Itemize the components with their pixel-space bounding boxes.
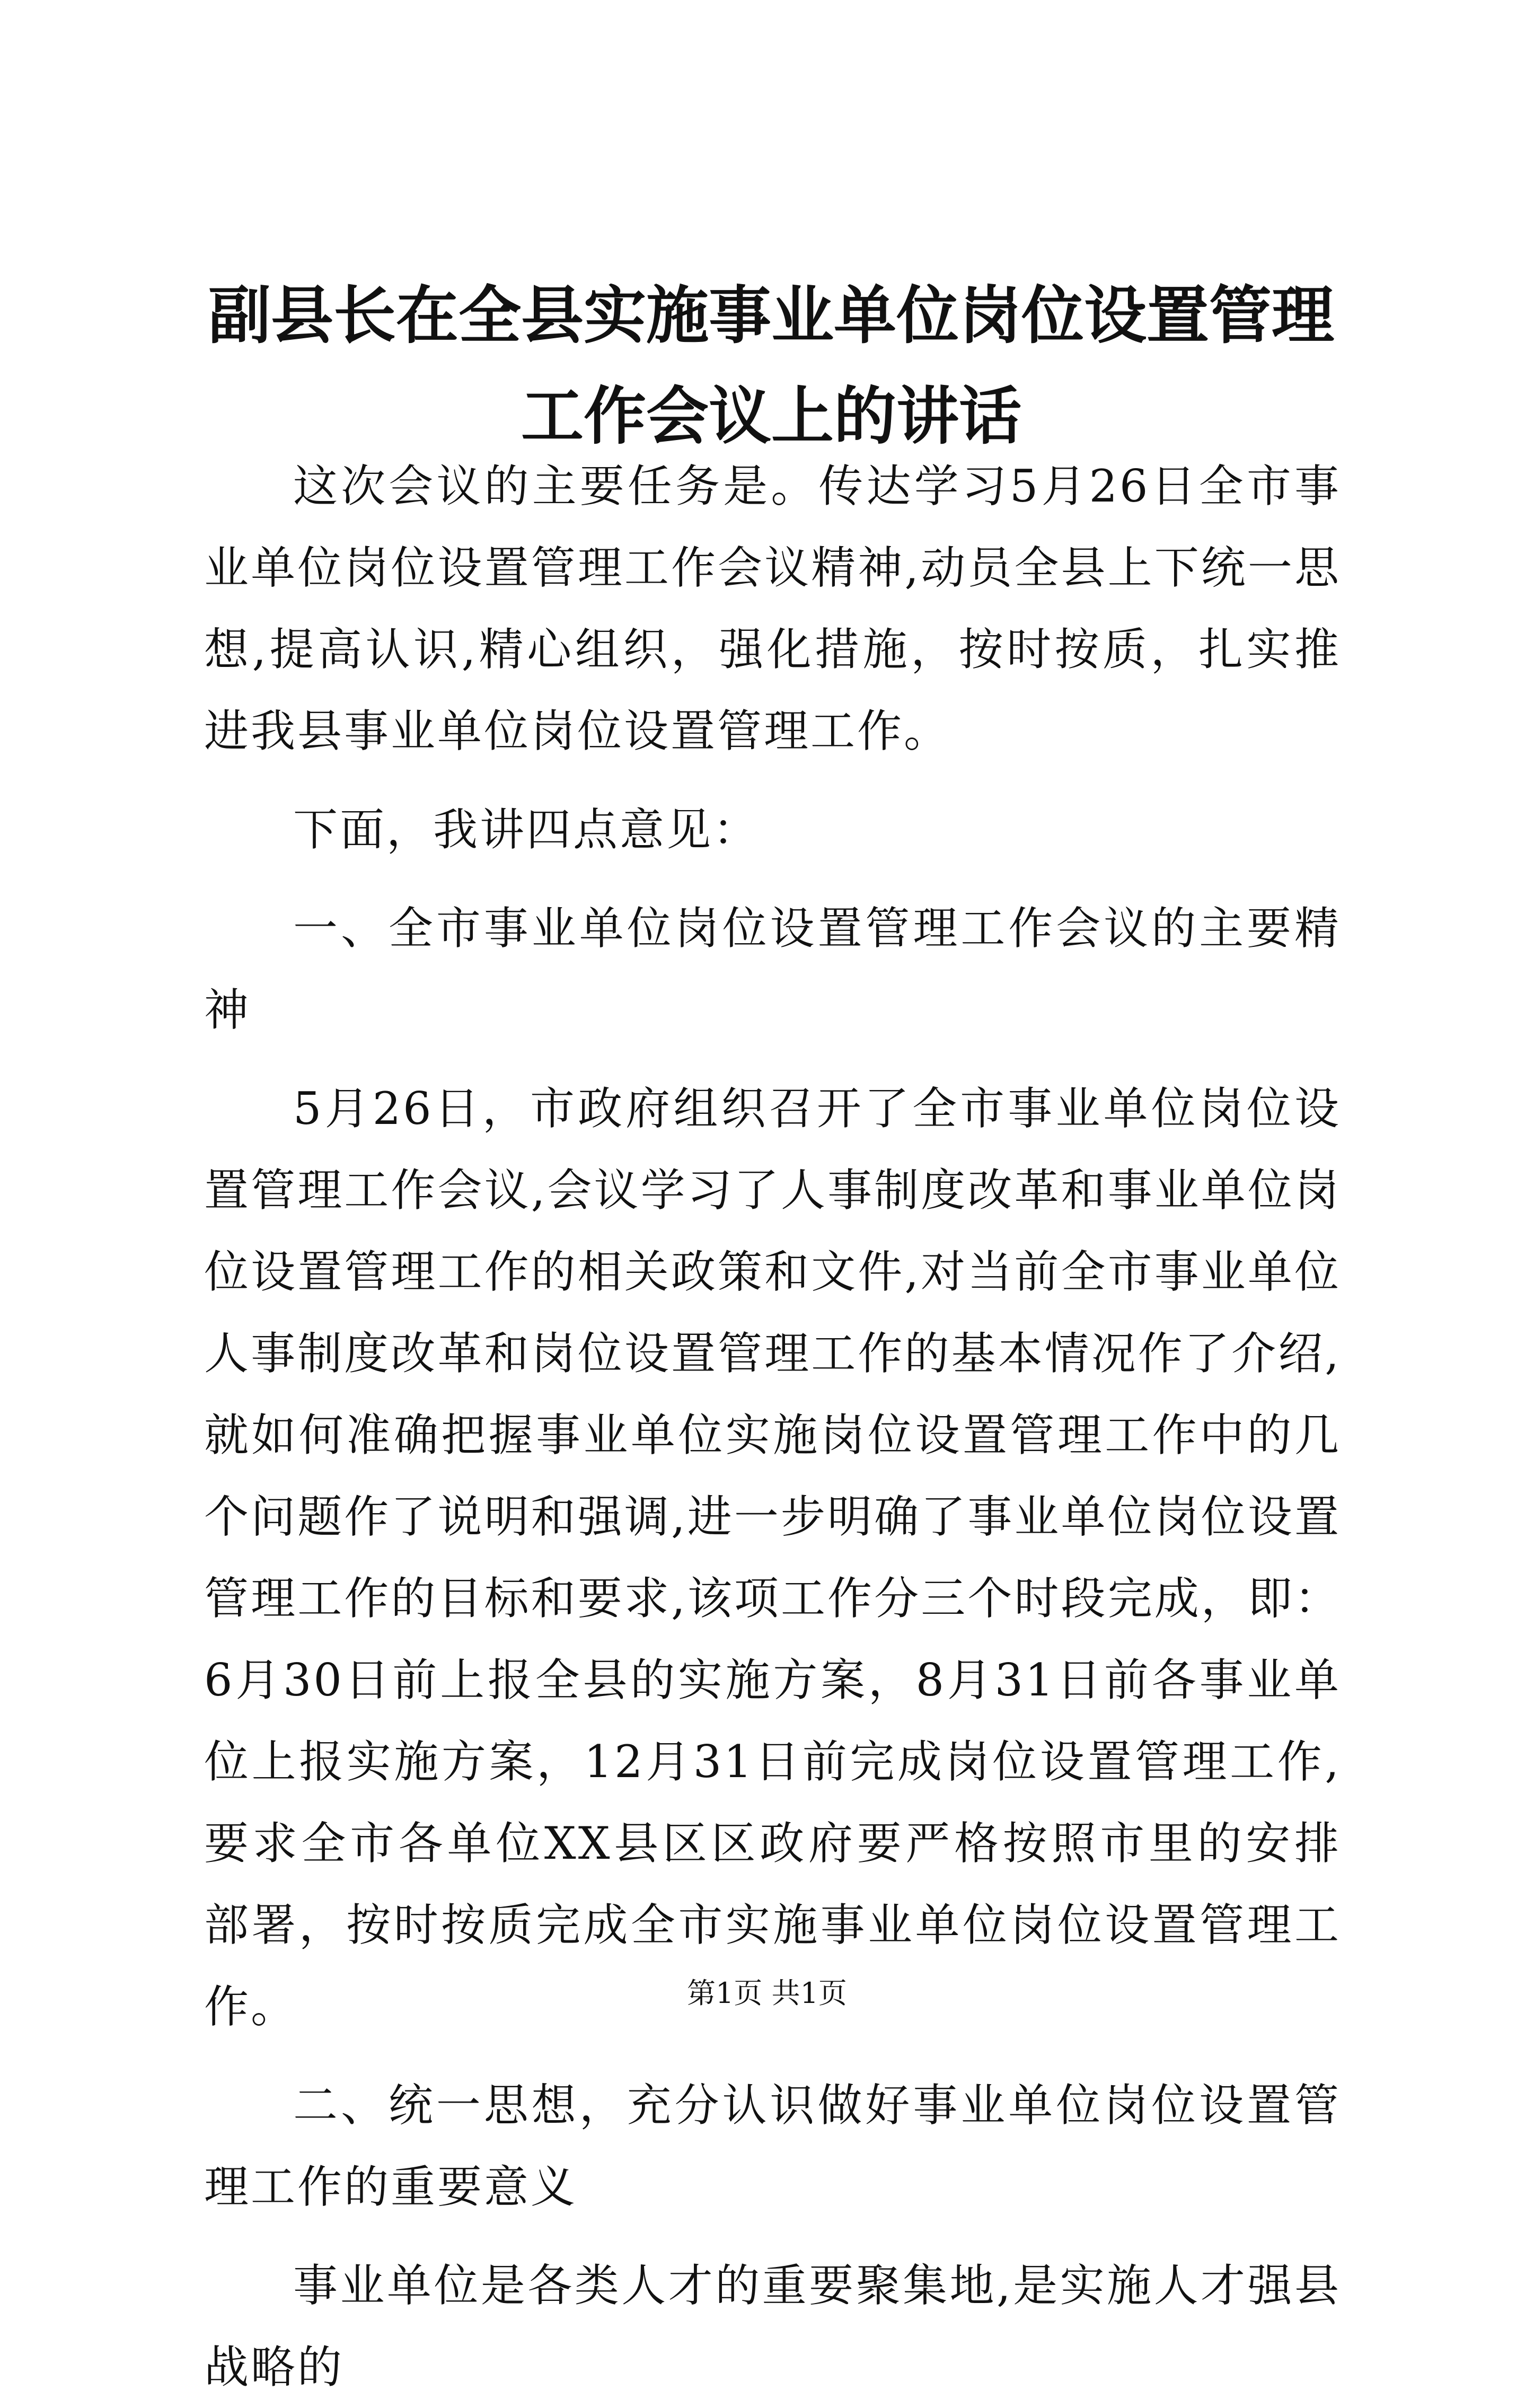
section-heading-1: 一、全市事业单位岗位设置管理工作会议的主要精神 [204, 902, 1341, 1036]
paragraph-section-1: 5月26日，市政府组织召开了全市事业单位岗位设置管理工作会议,会议学习了人事制度改革和事业单位岗位设置管理工作的相关政策和文件,对当前全市事业单位人事制度改革和岗位设置管理工作的基本情况作了介绍,就如何准确把握事业单位实施岗位设置管理工作中的几个问题作了说明和强调,进一步明确了事业单位岗位设置管理工作的目标和要求,该项工作分三个时段完成，即：6月30日前上报全县的实施方案，8月31日前各事业单位上报实施方案，12月31日前完成岗位设置管理工作,要求全市各单位XX县区区政府要严格按照市里的安排部署，按时按质完成全市实施事业单位岗位设置管理工作。 [204, 1083, 1341, 2033]
paragraph-intro: 这次会议的主要任务是。传达学习5月26日全市事业单位岗位设置管理工作会议精神,动员全县上下统一思想,提高认识,精心组织，强化措施，按时按质，扎实推进我县事业单位岗位设置管理工作。 [204, 460, 1341, 757]
paragraph-section-2: 事业单位是各类人才的重要聚集地,是实施人才强县战略的 [204, 2260, 1341, 2393]
document-title: 副县长在全县实施事业单位岗位设置管理工作会议上的讲话 [208, 278, 1334, 453]
paragraph-outline: 下面，我讲四点意见： [293, 804, 760, 856]
page-footer: 第1页 共1页 [687, 1976, 847, 2010]
document-body [204, 445, 1341, 2408]
section-heading-2: 二、统一思想，充分认识做好事业单位岗位设置管理工作的重要意义 [204, 2079, 1341, 2213]
